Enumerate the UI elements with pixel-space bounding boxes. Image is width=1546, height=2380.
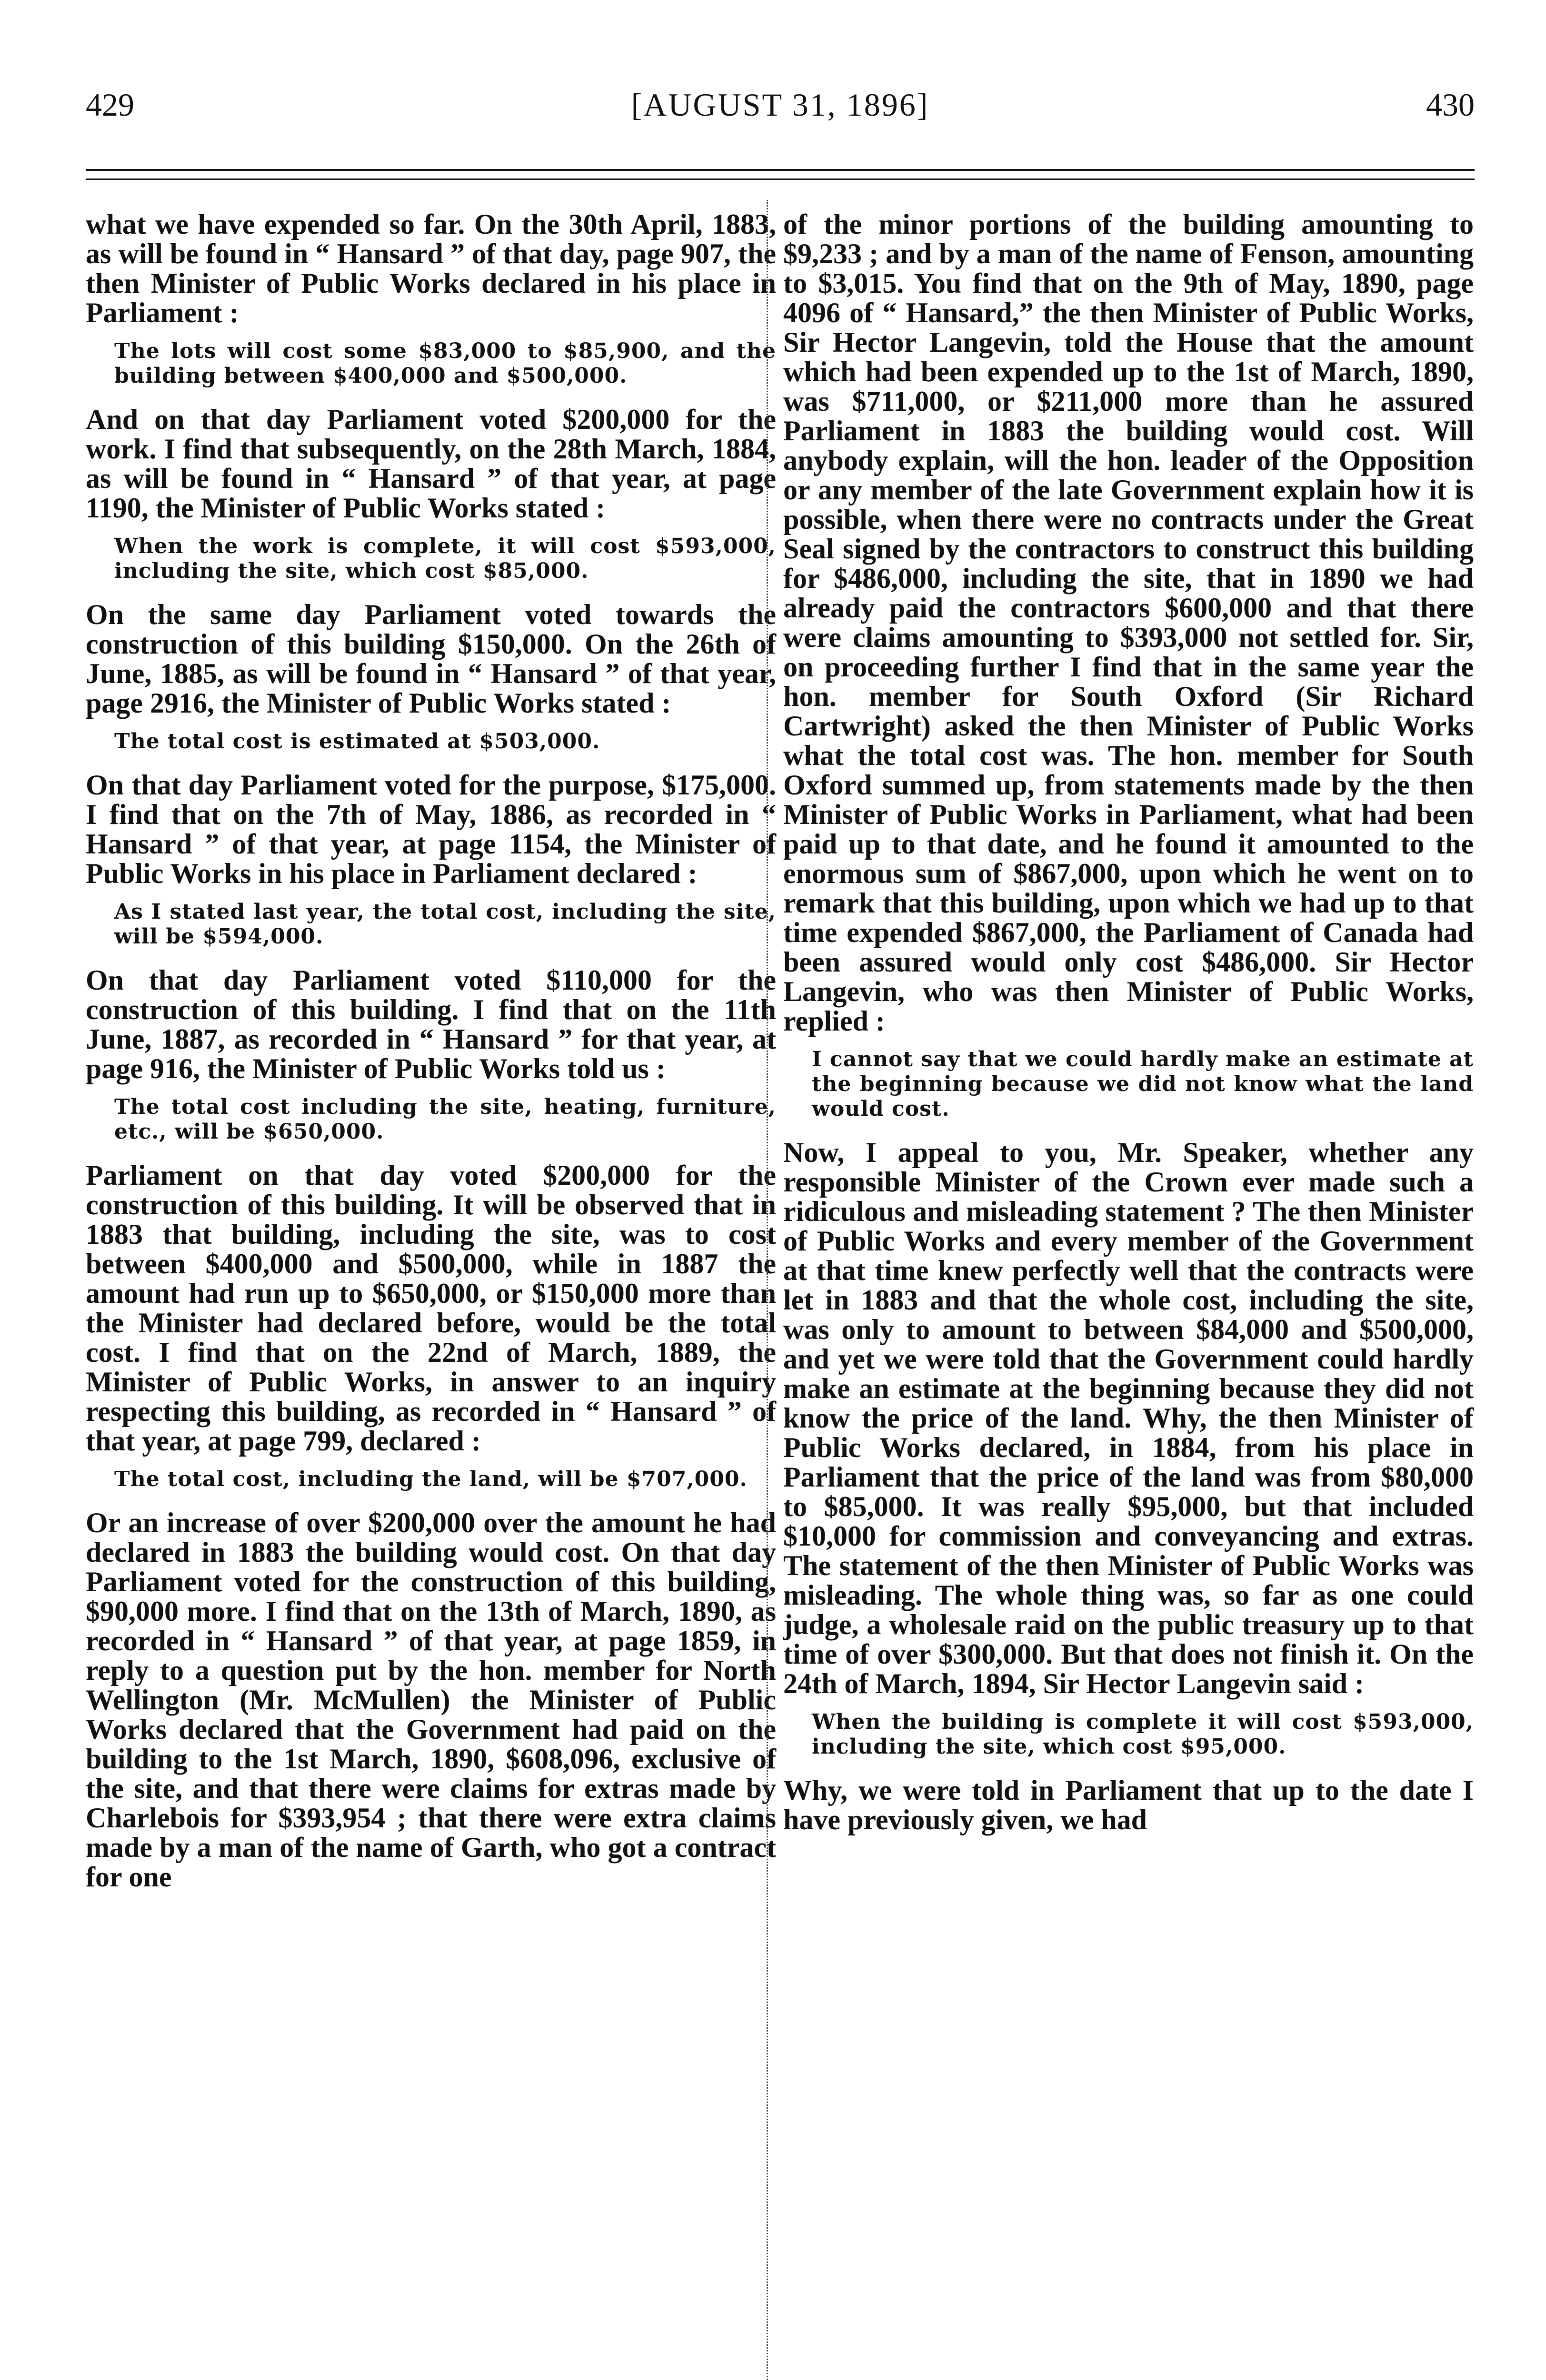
body-paragraph: Why, we were told in Parliament that up to the date I have previously given, we had	[783, 1775, 1474, 1835]
quoted-statement: The total cost, including the land, will be $707,000.	[114, 1467, 748, 1491]
body-paragraph: Or an increase of over $200,000 over the amount he had declared in 1883 the building would cost. On that day Parliament voted for the construction of this building, $90,000 more. I find that on the 13th of March, 1890, as recorded in “ Hansard ” of that year, at page 1859, in reply to a question put by the hon. member for North Wellington (Mr. McMullen) the Minister of Public Works declared that the Government had paid on the building to the 1st March, 1890, $608,096, exclusive of the site, and that there were claims for extras made by Charlebois for $393,954 ; that there were extra claims made by a man of the name of Garth, who got a contract for one	[86, 1507, 776, 1893]
body-paragraph: Parliament on that day voted $200,000 for the construction of this building. It will be observed that in 1883 that building, including the site, was to cost between $400,000 and $500,000, while in 1887 the amount had run up to $650,000, or $150,000 more than the Minister had declared before, would be the total cost. I find that on the 22nd of March, 1889, the Minister of Public Works, in answer to an inquiry respecting this building, as recorded in “ Hansard ” of that year, at page 799, declared :	[86, 1160, 776, 1457]
quoted-statement: I cannot say that we could hardly make an estimate at the beginning because we did not know what the land would cost.	[812, 1047, 1474, 1121]
quoted-statement: The lots will cost some $83,000 to $85,900, and the building between $400,000 and $500,000.	[114, 339, 776, 388]
quoted-statement: When the work is complete, it will cost $593,000, including the site, which cost $85,000.	[114, 534, 776, 583]
body-paragraph: what we have expended so far. On the 30th April, 1883, as will be found in “ Hansard ” of that day, page 907, the then Minister of Public Works declared in his place in Parliament :	[86, 208, 776, 328]
body-paragraph: On that day Parliament voted for the purpose, $175,000. I find that on the 7th of May, 1886, as recorded in “ Hansard ” of that year, at page 1154, the Minister of Public Works in his place in Parliament declared :	[86, 769, 776, 889]
column-divider	[767, 200, 768, 2380]
left-page-number: 429	[86, 87, 134, 123]
header-rule-top	[86, 169, 1475, 171]
right-page-number: 430	[1426, 87, 1475, 123]
quoted-statement: As I stated last year, the total cost, including the site, will be $594,000.	[114, 900, 776, 949]
body-paragraph: And on that day Parliament voted $200,000 for the work. I find that subsequently, on the 28th March, 1884, as will be found in “ Hansard ” of that year, at page 1190, the Minister of Public Works stated :	[86, 404, 776, 524]
quoted-statement: The total cost is estimated at $503,000.	[114, 729, 600, 754]
body-paragraph: On that day Parliament voted $110,000 for the construction of this building. I find that on the 11th June, 1887, as recorded in “ Hansard ” for that year, at page 916, the Minister of Public Works told us :	[86, 964, 776, 1084]
body-paragraph: of the minor portions of the building amounting to $9,233 ; and by a man of the name of Fenson, amounting to $3,015. You find that on the 9th of May, 1890, page 4096 of “ Hansard,” the then Minister of Public Works, Sir Hector Langevin, told the House that the amount which had been expended up to the 1st of March, 1890, was $711,000, or $211,000 more than he assured Parliament in 1883 the building would cost. Will anybody explain, will the hon. leader of the Opposition or any member of the late Government explain how it is possible, when there were no contracts under the Great Seal signed by the contractors to construct this building for $486,000, including the site, that in 1890 we had already paid the contractors $600,000 and that there were claims amounting to $393,000 not settled for. Sir, on proceeding further I find that in the same year the hon. member for South Oxford (Sir Richard Cartwright) asked the then Minister of Public Works what the total cost was. The hon. member for South Oxford summed up, from statements made by the then Minister of Public Works in Parliament, what had been paid up to that date, and he found it amounted to the enormous sum of $867,000, upon which he went on to remark that this building, upon which we had up to that time expended $867,000, the Parliament of Canada had been assured would only cost $486,000. Sir Hector Langevin, who was then Minister of Public Works, replied :	[783, 208, 1474, 1037]
right-column	[783, 209, 1474, 1846]
page-date-title: [AUGUST 31, 1896]	[631, 87, 929, 123]
quoted-statement: The total cost including the site, heating, furniture, etc., will be $650,000.	[114, 1095, 776, 1144]
body-paragraph: Now, I appeal to you, Mr. Speaker, whether any responsible Minister of the Crown ever made such a ridiculous and misleading statement ? The then Minister of Public Works and every member of the Government at that time knew perfectly well that the contracts were let in 1883 and that the whole cost, including the site, was only to amount to between $84,000 and $500,000, and yet we were told that the Government could hardly make an estimate at the beginning because they did not know the price of the land. Why, the then Minister of Public Works declared, in 1884, from his place in Parliament that the price of the land was from $80,000 to $85,000. It was really $95,000, but that included $10,000 for commission and conveyancing and extras. The statement of the then Minister of Public Works was misleading. The whole thing was, so far as one could judge, a wholesale raid on the public treasury up to that time of over $300,000. But that does not finish it. On the 24th of March, 1894, Sir Hector Langevin said :	[783, 1137, 1474, 1699]
quoted-statement: When the building is complete it will cost $593,000, including the site, which cost $95,000.	[812, 1710, 1474, 1759]
page-header	[86, 81, 1475, 138]
header-rule-bottom	[86, 178, 1475, 180]
left-column	[86, 209, 776, 1903]
body-paragraph: On the same day Parliament voted towards the construction of this building $150,000. On the 26th of June, 1885, as will be found in “ Hansard ” of that year, page 2916, the Minister of Public Works stated :	[86, 599, 776, 719]
